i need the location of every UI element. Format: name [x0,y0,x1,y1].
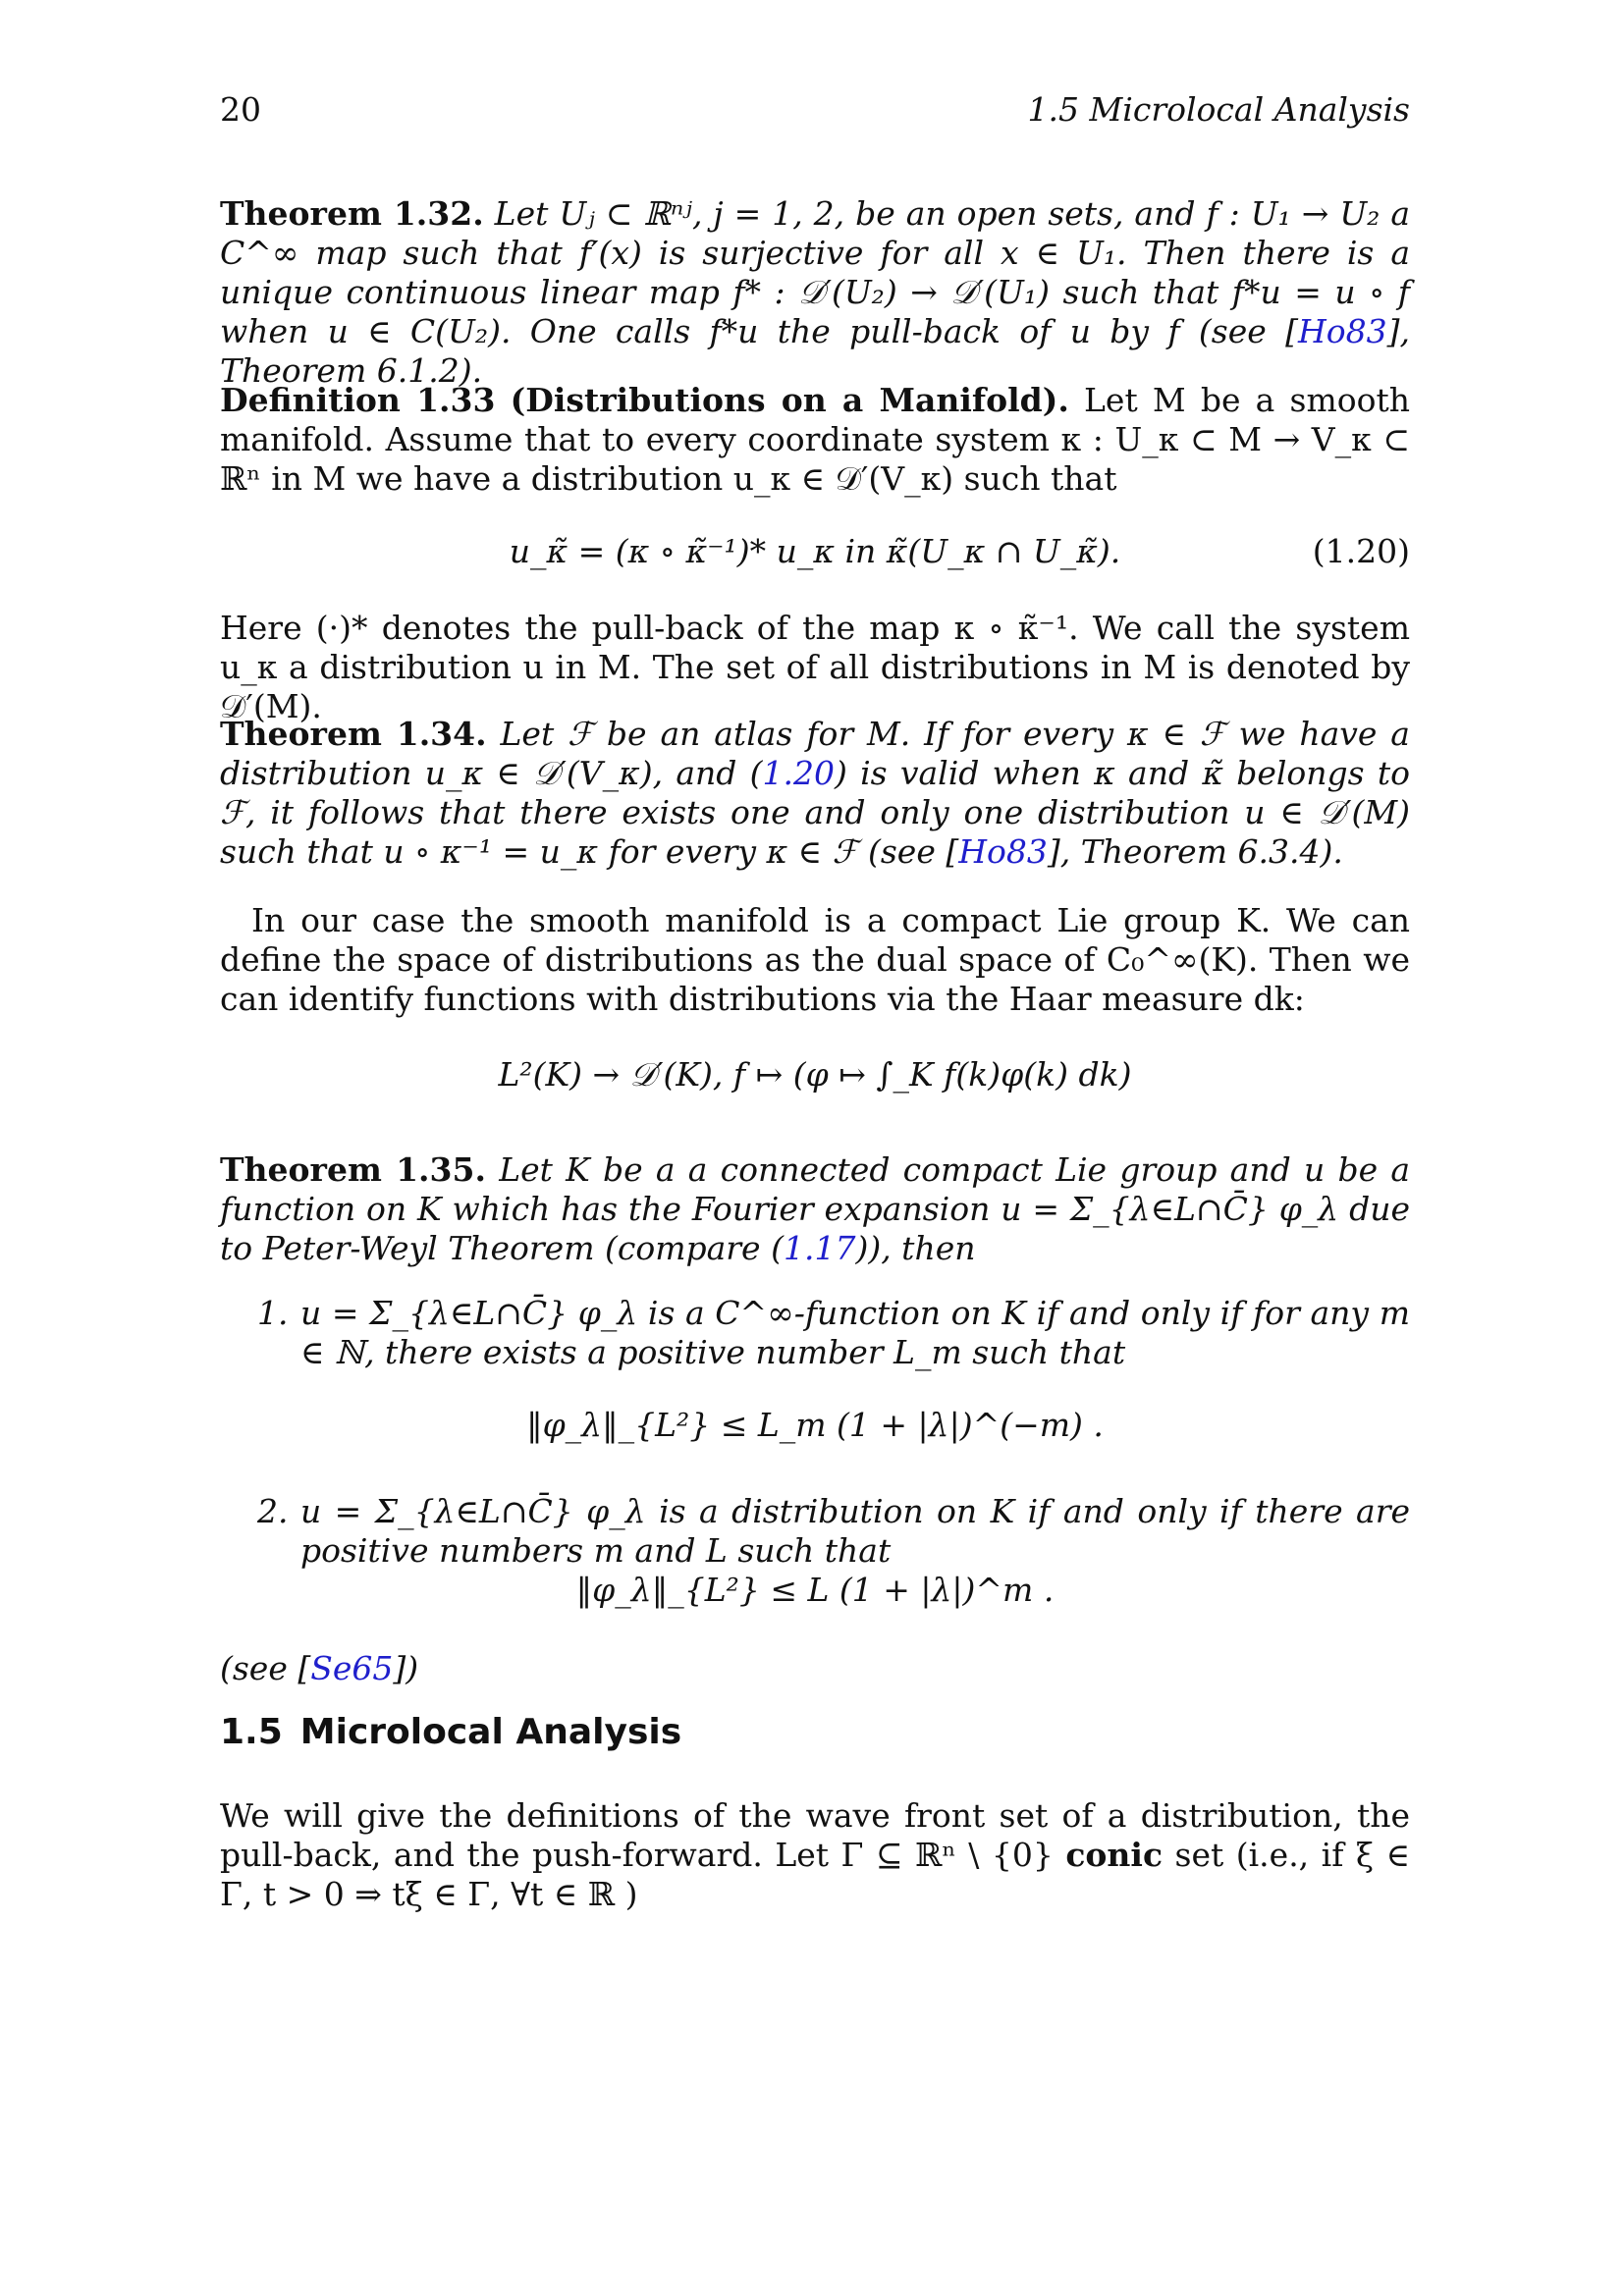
theorem-text-cont: ) is valid when κ and κ̃ belongs to ℱ, it follows that there exists one and only one distribution u ∈ 𝒟′(M) such that u ∘ κ⁻¹ = u_κ for every κ ∈ ℱ (see [ [220,754,1410,871]
definition-1-33 [220,381,1410,499]
theorem-label: Theorem 1.34. [220,715,487,753]
page-header [220,90,1410,130]
section-text: We will give the definitions of the wave front set of a distribution, the pull-back, and the push-forward. Let Γ ⊆ ℝⁿ \ {0} [220,1796,1410,1874]
paragraph-lie-group: In our case the smooth manifold is a compact Lie group K. We can define the space of distributions as the dual space of C₀^∞(K). Then we can identify functions with distributions via the Haar measure dk: [220,901,1410,1018]
item-1-equation [220,1406,1410,1449]
list-item-label: 1. [257,1294,289,1332]
citation-link[interactable]: Ho83 [958,832,1048,871]
list-item-label: 2. [257,1492,289,1530]
theorem-1-34 [220,715,1410,872]
equation-1-20 [220,532,1410,575]
theorem-text: Let ℱ be an atlas for M. If for every κ ∈ ℱ we have a distribution u_κ ∈ 𝒟′(V_κ), and ( [220,715,1410,792]
theorem-1-32 [220,194,1410,391]
definition-label: Definition 1.33 [220,381,496,419]
citation-link[interactable]: Se65 [310,1649,394,1687]
equation-body: u_κ̃ = (κ ∘ κ̃⁻¹)* u_κ in κ̃(U_κ ∩ U_κ̃). [509,532,1121,570]
section-number: 1.5 [220,1712,283,1752]
theorem-label: Theorem 1.35. [220,1150,486,1189]
item-2-equation [220,1571,1410,1614]
equation-number: (1.20) [1312,532,1410,570]
definition-title: (Distributions on a Manifold). [510,381,1069,419]
citation-link[interactable]: Ho83 [1297,312,1387,350]
section-heading [220,1713,699,1752]
see-reference [220,1649,1410,1688]
theorem-tail: ], Theorem 6.1.2). [220,312,1410,390]
theorem-text: Let K be a a connected compact Lie group and u be a function on K which has the Fourier expansion u = Σ_{λ∈L∩C̄} φ_λ due to Peter-Weyl Theorem (compare ( [220,1150,1410,1267]
page-number: 20 [220,90,261,129]
list-item-2 [257,1492,1410,1571]
bold-term-conic: conic [1065,1836,1164,1874]
theorem-text: Let Uⱼ ⊂ ℝⁿʲ, j = 1, 2, be an open sets, and f : U₁ → U₂ a C^∞ map such that f′(x) is surjective for all x ∈ U₁. Then there is a unique continuous linear map f* : 𝒟′(U₂) → 𝒟′(U₁) such that f*u = u ∘ f when u ∈ C(U₂). One calls f*u the pull-back of u by f (see [ [220,194,1410,350]
list-item-1 [257,1294,1410,1372]
section-paragraph [220,1796,1410,1914]
equation-ref-link[interactable]: 1.17 [783,1229,856,1267]
list-item-text: u = Σ_{λ∈L∩C̄} φ_λ is a distribution on K if and only if there are positive numbers m and L such that [300,1492,1410,1570]
list-item-text: u = Σ_{λ∈L∩C̄} φ_λ is a C^∞-function on K if and only if for any m ∈ ℕ, there exists a positive number L_m such that [300,1294,1410,1371]
see-suffix: ]) [393,1649,419,1687]
see-prefix: (see [ [220,1649,311,1687]
theorem-label: Theorem 1.32. [220,194,484,233]
definition-text: Let M be a smooth manifold. Assume that to every coordinate system κ : U_κ ⊂ M → V_κ ⊂ ℝⁿ in M we have a distribution u_κ ∈ 𝒟′(V_κ) such that [220,381,1410,498]
theorem-1-35 [220,1150,1410,1268]
display-equation: L²(K) → 𝒟′(K), f ↦ (φ ↦ ∫_K f(k)φ(k) dk) [498,1055,1132,1094]
section-title: Microlocal Analysis [299,1712,682,1752]
equation-body: ‖φ_λ‖_{L²} ≤ L (1 + |λ|)^m . [575,1571,1055,1609]
theorem-tail: ], Theorem 6.3.4). [1047,832,1343,871]
section-text-cont: set (i.e., if ξ ∈ Γ, t > 0 ⇒ tξ ∈ Γ, ∀t ∈ ℝ ) [220,1836,1410,1913]
running-head: 1.5 Microlocal Analysis [1027,90,1410,129]
equation-ref-link[interactable]: 1.20 [762,754,835,792]
display-equation-haar [220,1055,1410,1098]
definition-after-text: Here (·)* denotes the pull-back of the map κ ∘ κ̃⁻¹. We call the system u_κ a distribution u in M. The set of all distributions in M is denoted by 𝒟′(M). [220,609,1410,725]
equation-body: ‖φ_λ‖_{L²} ≤ L_m (1 + |λ|)^(−m) . [526,1406,1104,1444]
theorem-text-cont: )), then [855,1229,976,1267]
